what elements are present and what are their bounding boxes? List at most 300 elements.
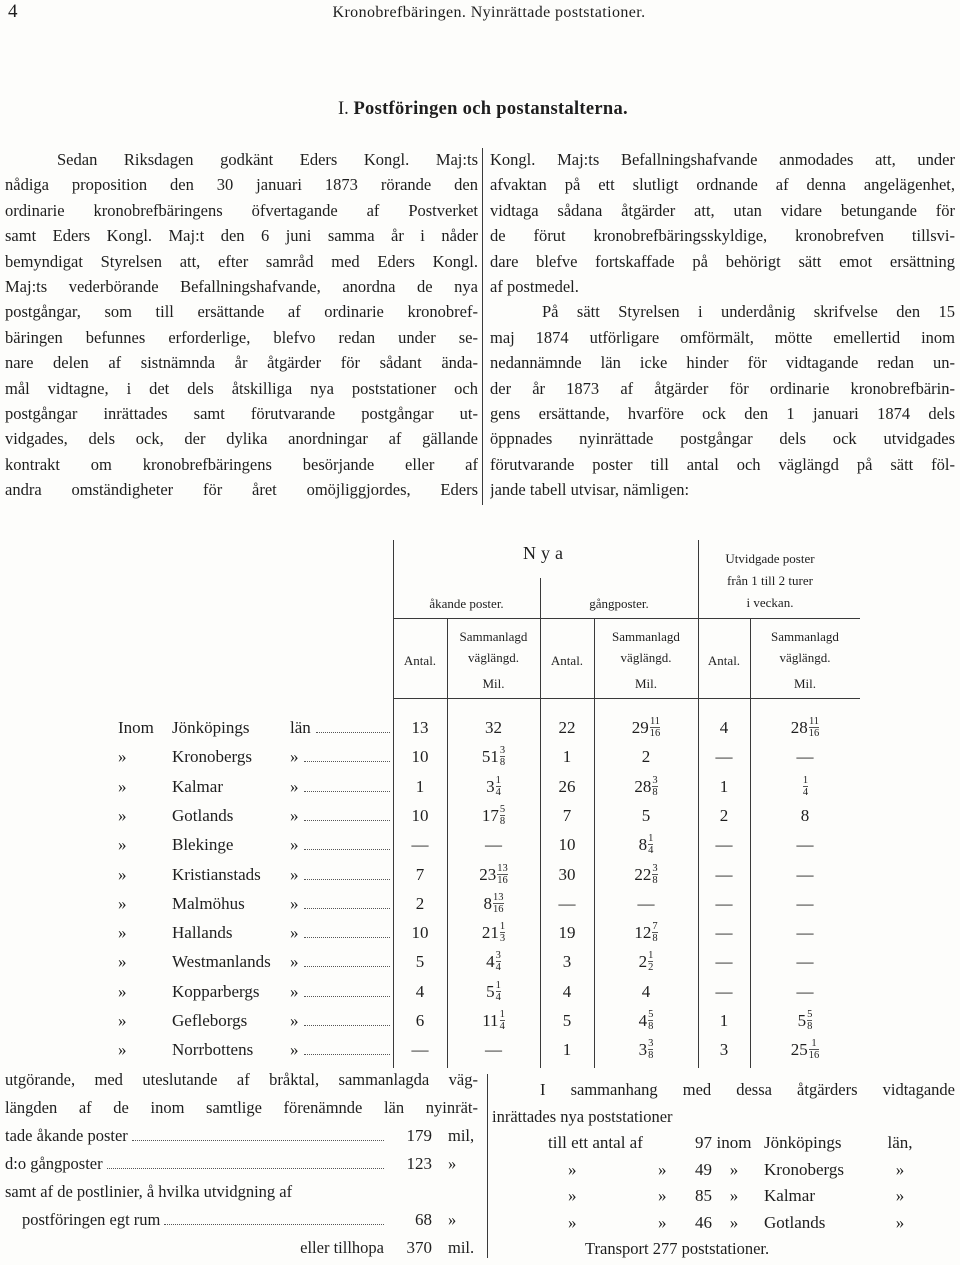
row-label-county: Kristianstads bbox=[172, 864, 261, 884]
fraction bbox=[496, 951, 501, 973]
count-cell: 3 bbox=[562, 952, 572, 972]
length-cell bbox=[447, 947, 540, 976]
row-label-suffix: » bbox=[290, 835, 299, 855]
table-extended-header-line: från 1 till 2 turer bbox=[727, 573, 813, 588]
count-cell: — bbox=[411, 835, 429, 855]
length-cell bbox=[750, 1035, 860, 1064]
leader-dots bbox=[304, 908, 391, 909]
leader-dots bbox=[304, 1054, 391, 1055]
right-column-line: På sätt Styrelsen i underdånig skrifvelse den 15 bbox=[542, 302, 955, 322]
count-cell: 5 bbox=[415, 952, 425, 972]
length-cell: — bbox=[485, 1040, 502, 1060]
transport-total: Transport 277 poststationer. bbox=[585, 1239, 770, 1258]
column-divider bbox=[482, 148, 483, 505]
count-cell: 4 bbox=[719, 718, 729, 737]
count-cell: 5 bbox=[562, 1011, 572, 1030]
fraction-denominator: 8 bbox=[652, 933, 658, 945]
row-label-prefix: » bbox=[118, 805, 127, 825]
row-label-prefix: » bbox=[118, 952, 127, 972]
fraction-numerator: 1 bbox=[648, 950, 654, 962]
page-number: 4 bbox=[8, 1, 18, 22]
left-column-line: vidgades, dels ock, der dylika anordningar af gällande bbox=[5, 429, 478, 449]
count-cell: 1 bbox=[562, 747, 572, 767]
entry-count: 49 bbox=[695, 1159, 712, 1179]
row-label-county: Norrbottens bbox=[172, 1040, 254, 1060]
length-cell bbox=[750, 1006, 860, 1035]
entry-lead: till ett antal af bbox=[548, 1133, 643, 1152]
fraction-numerator: 5 bbox=[499, 803, 506, 815]
fraction-numerator: 1 bbox=[499, 921, 506, 933]
row-label-county: Jönköpings bbox=[172, 718, 250, 737]
length-cell bbox=[594, 918, 698, 947]
row-label-suffix: » bbox=[290, 893, 299, 913]
left-column-line: postgångar, som till ersättande af ordinarie kronobref- bbox=[5, 302, 478, 322]
summary-total-label: eller tillhopa bbox=[300, 1238, 384, 1257]
entry-suffix: » bbox=[895, 1159, 905, 1179]
length-cell bbox=[594, 860, 698, 889]
leader-dots bbox=[164, 1224, 384, 1225]
fraction-whole: 29 bbox=[631, 718, 649, 737]
fraction-denominator: 8 bbox=[499, 757, 506, 769]
table-column-header-length: väglängd. bbox=[779, 650, 831, 665]
fraction-whole: 22 bbox=[634, 864, 652, 884]
row-label-county: Kopparbergs bbox=[172, 981, 260, 1001]
count-cell: 2 bbox=[719, 805, 729, 825]
left-column-line: kontrakt om kronobrefbäringens besörjande eller af bbox=[5, 454, 478, 474]
fraction bbox=[652, 776, 657, 798]
length-cell bbox=[594, 830, 698, 859]
summary-left-item bbox=[5, 1206, 478, 1234]
count-cell: — bbox=[715, 952, 733, 972]
fraction-numerator: 7 bbox=[652, 921, 658, 933]
fraction-denominator: 16 bbox=[493, 903, 504, 915]
leader-dots bbox=[304, 996, 391, 997]
length-cell bbox=[594, 713, 698, 742]
leader-dots bbox=[304, 791, 391, 792]
fraction-numerator: 1 bbox=[495, 774, 501, 786]
fraction bbox=[648, 1010, 653, 1032]
count-cell: 4 bbox=[562, 981, 572, 1001]
fraction-numerator: 5 bbox=[807, 1009, 813, 1021]
fraction-whole: 51 bbox=[481, 747, 499, 767]
fraction-denominator: 4 bbox=[802, 786, 809, 798]
length-cell: 5 bbox=[641, 805, 651, 825]
row-label-suffix: » bbox=[290, 952, 299, 972]
table-column-header-length: Sammanlagd bbox=[612, 629, 680, 644]
fraction-denominator: 4 bbox=[495, 991, 501, 1003]
row-label bbox=[118, 947, 392, 976]
count-cell: — bbox=[715, 981, 733, 1001]
fraction-whole: 21 bbox=[481, 923, 499, 943]
length-cell: — bbox=[796, 747, 814, 767]
row-label bbox=[118, 742, 392, 771]
length-cell: — bbox=[796, 923, 814, 943]
fraction bbox=[650, 717, 661, 739]
table-column-header-length: väglängd. bbox=[620, 650, 672, 665]
length-cell: — bbox=[796, 893, 814, 913]
station-count-entry bbox=[492, 1183, 955, 1210]
length-cell: 2 bbox=[641, 747, 651, 767]
length-cell: 8 bbox=[800, 805, 810, 825]
right-column-line: jande tabell utvisar, nämligen: bbox=[490, 480, 690, 500]
section-title bbox=[0, 97, 960, 121]
right-column-line: dare blefve fortskaffade på behörigt sätt emot ersättning bbox=[490, 251, 955, 271]
summary-unit: » bbox=[448, 1154, 457, 1173]
row-label bbox=[118, 713, 392, 742]
fraction-whole: 8 bbox=[483, 893, 492, 913]
fraction-denominator: 2 bbox=[648, 962, 654, 974]
fraction-whole: 3 bbox=[486, 776, 495, 796]
row-label-suffix: » bbox=[290, 1040, 299, 1060]
right-column-line: af postmedel. bbox=[490, 276, 579, 296]
count-cell: 13 bbox=[411, 718, 429, 737]
count-cell: 10 bbox=[411, 923, 429, 943]
right-column bbox=[490, 147, 955, 502]
table-unit-label: Mil. bbox=[793, 676, 817, 691]
leader-dots bbox=[304, 820, 391, 821]
table-row bbox=[0, 742, 960, 771]
fraction-denominator: 16 bbox=[497, 874, 508, 886]
right-column-line: Kongl. Maj:ts Befallningshafvande anmodades att, under bbox=[490, 150, 955, 169]
row-label-county: Kalmar bbox=[172, 776, 223, 796]
fraction bbox=[493, 893, 504, 915]
fraction-denominator: 8 bbox=[807, 1021, 813, 1033]
count-cell: 10 bbox=[411, 747, 429, 767]
station-count-entry bbox=[492, 1210, 955, 1237]
row-label-suffix: » bbox=[290, 923, 299, 943]
summary-value: 179 bbox=[406, 1126, 432, 1145]
count-cell: — bbox=[558, 893, 576, 913]
fraction bbox=[648, 951, 653, 973]
fraction-denominator: 8 bbox=[648, 1050, 654, 1062]
summary-unit: mil, bbox=[448, 1126, 475, 1145]
right-column-line: öppnades nyinrättade postgångar dels ock utvidgades bbox=[490, 429, 955, 449]
fraction-denominator: 3 bbox=[499, 933, 506, 945]
left-column-line: ordinarie kronobrefbäringens öfvertagande af Postverket bbox=[5, 200, 478, 220]
table-row bbox=[0, 801, 960, 830]
summary-total-value: 370 bbox=[406, 1238, 432, 1257]
fraction-numerator: 1 bbox=[648, 833, 654, 845]
fraction-denominator: 8 bbox=[499, 815, 506, 827]
left-column-line: mål vidtagne, i det dels åtskilliga nya poststationer och bbox=[5, 378, 478, 398]
fraction-numerator: 3 bbox=[652, 774, 658, 786]
ditto-mark: » bbox=[568, 1159, 577, 1179]
row-label-county: Kronobergs bbox=[172, 747, 252, 767]
fraction bbox=[497, 864, 508, 886]
entry-suffix: län, bbox=[887, 1133, 913, 1152]
row-label bbox=[118, 772, 392, 801]
fraction-denominator: 8 bbox=[648, 1021, 654, 1033]
row-label-prefix: » bbox=[118, 893, 127, 913]
count-cell: — bbox=[715, 747, 733, 767]
fraction-numerator: 1 bbox=[495, 979, 501, 991]
leader-dots bbox=[304, 937, 391, 938]
row-label-suffix: » bbox=[290, 981, 299, 1001]
count-cell: — bbox=[715, 923, 733, 943]
fraction-denominator: 4 bbox=[499, 1021, 505, 1033]
row-label bbox=[118, 1035, 392, 1064]
fraction bbox=[809, 1039, 820, 1061]
fraction-numerator: 5 bbox=[648, 1009, 654, 1021]
summary-total-unit: mil. bbox=[448, 1238, 475, 1257]
length-cell bbox=[447, 918, 540, 947]
length-cell bbox=[750, 772, 860, 801]
summary-unit: » bbox=[448, 1210, 457, 1229]
ditto-mark: » bbox=[658, 1159, 667, 1179]
fraction bbox=[809, 717, 820, 739]
row-label bbox=[118, 977, 392, 1006]
count-cell: — bbox=[715, 835, 733, 855]
fraction-numerator: 13 bbox=[493, 891, 504, 903]
count-cell: 3 bbox=[719, 1040, 729, 1060]
length-cell bbox=[447, 801, 540, 830]
left-column bbox=[5, 147, 478, 502]
table-column-header-length: Sammanlagd bbox=[459, 629, 528, 644]
fraction-denominator: 16 bbox=[808, 728, 820, 740]
table-row bbox=[0, 713, 960, 742]
table-column-header-count: Antal. bbox=[707, 653, 741, 668]
leader-dots bbox=[304, 966, 391, 967]
summary-left-item bbox=[5, 1122, 478, 1150]
fraction-whole: 28 bbox=[790, 718, 808, 737]
fraction bbox=[500, 746, 505, 768]
fraction-whole: 5 bbox=[797, 1011, 807, 1030]
fraction-whole: 8 bbox=[638, 835, 648, 855]
ditto-mark: » bbox=[658, 1212, 667, 1232]
summary-left-line: utgörande, med uteslutande af bråktal, sammanlagda väg- bbox=[5, 1070, 478, 1089]
right-column-line: vidtaga sådana åtgärder att, utan vidare betungande för bbox=[490, 200, 955, 220]
table-row bbox=[0, 860, 960, 889]
fraction-whole: 23 bbox=[479, 864, 497, 884]
table-extended-header-line: Utvidgade poster bbox=[725, 551, 815, 566]
entry-preposition: » bbox=[729, 1159, 739, 1179]
fraction-numerator: 1 bbox=[802, 774, 809, 786]
fraction-denominator: 16 bbox=[649, 728, 661, 740]
fraction-whole: 4 bbox=[486, 952, 495, 972]
table-row bbox=[0, 977, 960, 1006]
entry-county: Kalmar bbox=[764, 1186, 815, 1205]
row-label-prefix: » bbox=[118, 864, 127, 884]
row-label bbox=[118, 801, 392, 830]
length-cell bbox=[594, 772, 698, 801]
entry-county: Gotlands bbox=[764, 1212, 826, 1232]
fraction-numerator: 3 bbox=[648, 1038, 654, 1050]
left-column-line: Sedan Riksdagen godkänt Eders Kongl. Maj:ts bbox=[57, 150, 478, 169]
row-label-suffix: län bbox=[290, 718, 311, 737]
leader-dots bbox=[132, 1140, 384, 1141]
fraction-whole: 3 bbox=[638, 1040, 648, 1060]
entry-count: 46 bbox=[695, 1212, 712, 1232]
fraction-numerator: 11 bbox=[808, 716, 820, 728]
summary-value: 123 bbox=[406, 1154, 432, 1173]
summary-left-total bbox=[5, 1234, 478, 1262]
length-cell: — bbox=[796, 864, 814, 884]
length-cell: — bbox=[796, 835, 814, 855]
table-row bbox=[0, 889, 960, 918]
fraction-whole: 28 bbox=[634, 776, 652, 796]
row-label-suffix: » bbox=[290, 747, 299, 767]
count-cell: 1 bbox=[719, 1011, 729, 1030]
row-label bbox=[118, 889, 392, 918]
entry-county: Jönköpings bbox=[764, 1133, 842, 1152]
count-cell: 22 bbox=[558, 718, 576, 737]
right-column-line: förutvarande poster till antal och väglängd på sätt föl- bbox=[490, 454, 955, 474]
summary-item-label: postföringen egt rum bbox=[22, 1210, 161, 1229]
entry-count: 85 bbox=[695, 1186, 712, 1205]
station-count-entry bbox=[492, 1157, 955, 1184]
table-row bbox=[0, 918, 960, 947]
length-cell bbox=[447, 742, 540, 771]
row-label-county: Blekinge bbox=[172, 835, 234, 855]
table-unit-label: Mil. bbox=[482, 676, 505, 691]
fraction-whole: 11 bbox=[482, 1011, 499, 1030]
length-cell bbox=[447, 977, 540, 1006]
table-column-header-length: Sammanlagd bbox=[771, 629, 839, 644]
fraction bbox=[803, 776, 808, 798]
row-label-prefix: » bbox=[118, 1011, 127, 1030]
table-unit-label: Mil. bbox=[634, 676, 658, 691]
fraction bbox=[652, 864, 657, 886]
row-label-prefix: » bbox=[118, 923, 127, 943]
summary-left-item bbox=[5, 1150, 478, 1178]
fraction bbox=[807, 1010, 812, 1032]
fraction-denominator: 4 bbox=[495, 786, 501, 798]
left-column-line: bemyndigat Styrelsen att, efter samråd med Eders Kongl. bbox=[5, 251, 478, 271]
fraction-numerator: 3 bbox=[652, 862, 658, 874]
left-column-line: nare delen af sistnämnda år åtgärder för sådant ända- bbox=[5, 353, 478, 373]
ditto-mark: » bbox=[568, 1212, 577, 1232]
fraction bbox=[500, 922, 505, 944]
length-cell: 4 bbox=[641, 981, 651, 1001]
count-cell: — bbox=[411, 1040, 429, 1060]
table-subgroup-header: åkande poster. bbox=[429, 596, 504, 611]
row-label bbox=[118, 1006, 392, 1035]
length-cell bbox=[447, 860, 540, 889]
leader-dots bbox=[304, 1025, 391, 1026]
running-title: Kronobrefbäringen. Nyinrättade poststationer. bbox=[332, 4, 646, 21]
count-cell: 1 bbox=[719, 776, 729, 796]
row-label-county: Gefleborgs bbox=[172, 1011, 248, 1030]
station-count-entry bbox=[492, 1130, 955, 1157]
count-cell: 1 bbox=[562, 1040, 572, 1060]
fraction-whole: 2 bbox=[638, 952, 648, 972]
summary-left-line: samt af de postlinier, å hvilka utvidgning af bbox=[5, 1182, 293, 1201]
row-label bbox=[118, 860, 392, 889]
left-column-line: nådiga proposition den 30 januari 1873 rörande den bbox=[5, 175, 478, 195]
entry-preposition: inom bbox=[716, 1133, 752, 1152]
fraction-whole: 5 bbox=[486, 981, 495, 1001]
table-subgroup-header: gångposter. bbox=[589, 596, 649, 611]
length-cell bbox=[594, 1006, 698, 1035]
length-cell: — bbox=[796, 981, 814, 1001]
fraction-denominator: 8 bbox=[652, 786, 658, 798]
length-cell: — bbox=[637, 893, 655, 913]
row-label-prefix: » bbox=[118, 1040, 127, 1060]
row-label-suffix: » bbox=[290, 805, 299, 825]
fraction bbox=[652, 922, 657, 944]
table-row bbox=[0, 947, 960, 976]
entry-count: 97 bbox=[695, 1133, 712, 1152]
count-cell: 4 bbox=[415, 981, 425, 1001]
summary-item-label: tade åkande poster bbox=[5, 1126, 128, 1145]
count-cell: — bbox=[715, 864, 733, 884]
fraction-denominator: 4 bbox=[648, 845, 654, 857]
row-label-suffix: » bbox=[290, 1011, 299, 1030]
count-cell: 7 bbox=[415, 864, 425, 884]
row-label-prefix: » bbox=[118, 747, 127, 767]
row-label-suffix: » bbox=[290, 864, 299, 884]
table-row bbox=[0, 830, 960, 859]
table-extended-header-line: i veckan. bbox=[746, 595, 794, 610]
fraction-numerator: 1 bbox=[499, 1009, 505, 1021]
fraction-whole: 17 bbox=[481, 805, 499, 825]
row-label-prefix: » bbox=[118, 981, 127, 1001]
fraction-whole: 12 bbox=[634, 923, 652, 943]
right-column-line: der år 1873 af åtgärder för ordinarie kronobrefbärin- bbox=[490, 378, 955, 398]
left-column-line: Maj:ts vederbörande Befallningshafvande, anordna de nya bbox=[5, 276, 478, 296]
summary-left-line: längden af de inom samtlige förenämnde län nyinrät- bbox=[5, 1098, 478, 1117]
entry-suffix: » bbox=[895, 1212, 905, 1232]
row-label-suffix: » bbox=[290, 776, 299, 796]
entry-preposition: » bbox=[729, 1186, 739, 1205]
fraction bbox=[496, 776, 501, 798]
summary-value: 68 bbox=[415, 1210, 432, 1229]
fraction-numerator: 1 bbox=[811, 1038, 817, 1050]
fraction bbox=[500, 1010, 505, 1032]
fraction bbox=[496, 981, 501, 1003]
table-group-header: Nya bbox=[523, 543, 568, 563]
row-label-county: Hallands bbox=[172, 923, 233, 943]
right-column-line: maj 1874 utförligare omförmält, mötte emellertid inom bbox=[490, 327, 955, 347]
fraction-whole: 25 bbox=[790, 1040, 808, 1060]
ditto-mark: » bbox=[568, 1186, 577, 1205]
length-cell bbox=[750, 713, 860, 742]
length-cell bbox=[447, 1006, 540, 1035]
row-label-prefix: Inom bbox=[118, 718, 154, 737]
summary-item-label: d:o gångposter bbox=[5, 1154, 103, 1173]
length-cell: — bbox=[485, 835, 502, 855]
table-rule bbox=[393, 698, 860, 699]
table-row bbox=[0, 772, 960, 801]
summary-divider bbox=[487, 1074, 488, 1258]
fraction-denominator: 16 bbox=[808, 1050, 820, 1062]
leader-dots bbox=[316, 732, 390, 733]
length-cell: 32 bbox=[485, 718, 502, 737]
row-label-prefix: » bbox=[118, 835, 127, 855]
row-label-county: Westmanlands bbox=[172, 952, 271, 972]
row-label-prefix: » bbox=[118, 776, 127, 796]
entry-preposition: » bbox=[729, 1212, 739, 1232]
leader-dots bbox=[304, 849, 391, 850]
count-cell: 6 bbox=[415, 1011, 425, 1030]
count-cell: 30 bbox=[558, 864, 576, 884]
length-cell bbox=[447, 772, 540, 801]
count-cell: — bbox=[715, 893, 733, 913]
right-column-line: gens ersättande, hvarföre ock den 1 januari 1874 dels bbox=[490, 403, 955, 423]
section-number: I. bbox=[338, 99, 349, 119]
leader-dots bbox=[107, 1168, 384, 1169]
leader-dots bbox=[304, 761, 391, 762]
fraction-numerator: 11 bbox=[649, 716, 661, 728]
summary-right-line: inrättades nya poststationer bbox=[492, 1106, 673, 1126]
table-column-header-count: Antal. bbox=[550, 653, 584, 668]
table-column-header-count: Antal. bbox=[403, 653, 437, 668]
fraction-denominator: 4 bbox=[495, 962, 501, 974]
entry-suffix: » bbox=[895, 1186, 905, 1205]
fraction-denominator: 8 bbox=[652, 874, 658, 886]
ditto-mark: » bbox=[658, 1186, 667, 1205]
right-column-line: afvaktan på ett slutligt ordnande af denna angelägenhet, bbox=[490, 175, 955, 195]
